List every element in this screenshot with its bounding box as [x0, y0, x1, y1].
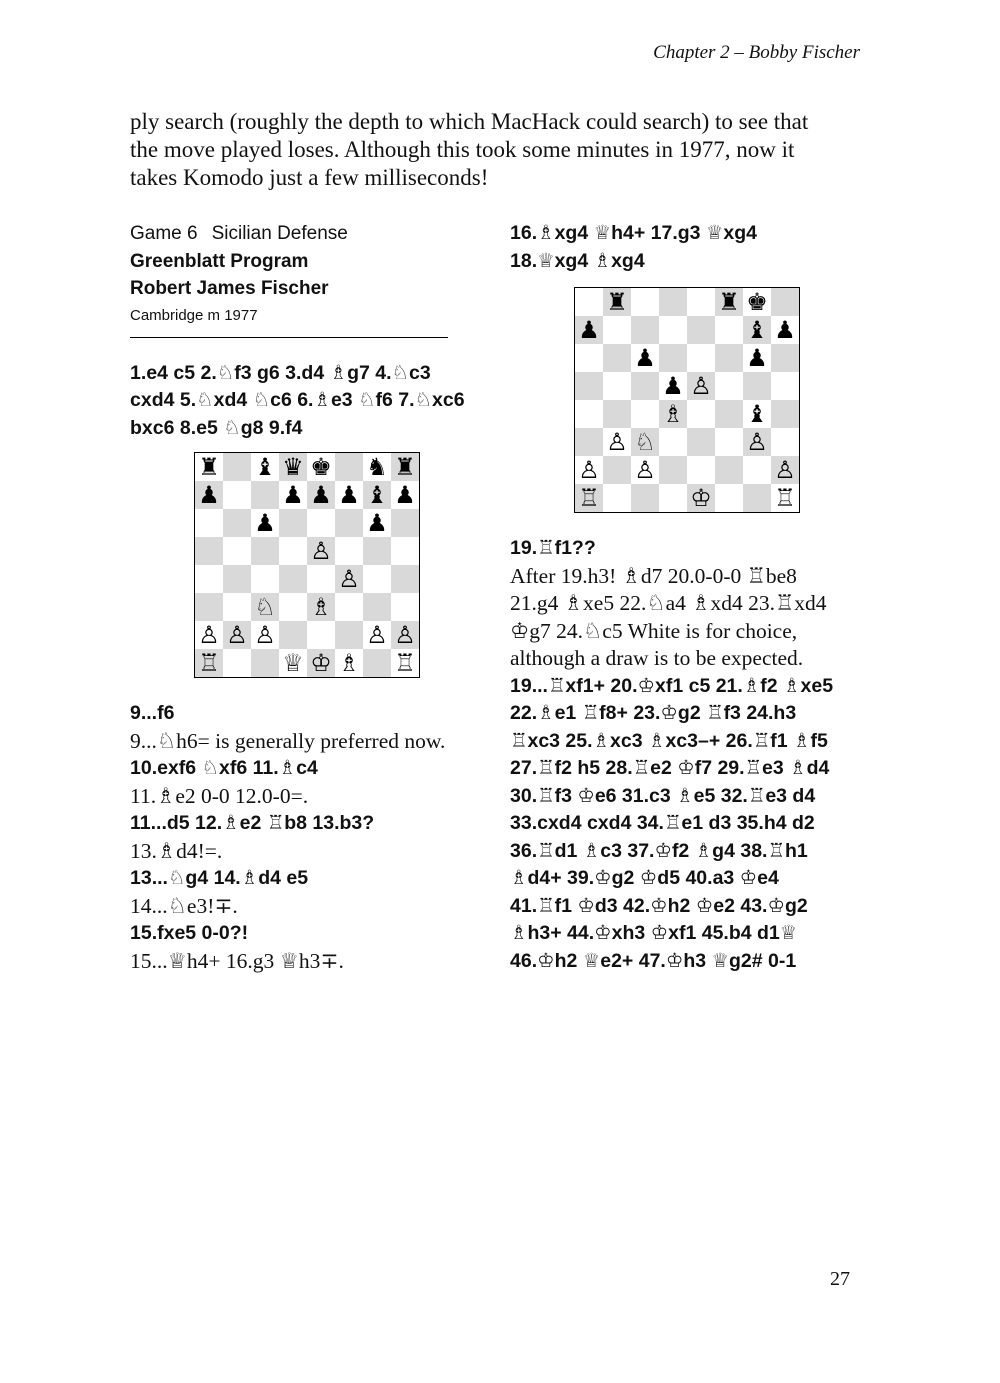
board-square: [771, 400, 799, 428]
move-line: 19.♖f1??: [510, 537, 596, 559]
comment-line: 21.g4 ♗xe5 22.♘a4 ♗xd4 23.♖xd4: [510, 591, 827, 615]
board-square: ♙: [391, 621, 419, 649]
chess-diagram-1: [194, 452, 420, 678]
board-square: ♖: [195, 649, 223, 677]
board-square: [687, 428, 715, 456]
board-square: [391, 565, 419, 593]
black-player: Robert James Fischer: [130, 278, 329, 299]
board-square: ♖: [391, 649, 419, 677]
board-square: [603, 400, 631, 428]
board-square: [575, 372, 603, 400]
board-square: [195, 593, 223, 621]
board-square: [279, 565, 307, 593]
board-square: ♟: [743, 344, 771, 372]
board-square: [771, 344, 799, 372]
board-square: ♘: [631, 428, 659, 456]
board-square: ♗: [335, 649, 363, 677]
board-square: ♙: [335, 565, 363, 593]
board-square: [335, 593, 363, 621]
board-square: [223, 593, 251, 621]
board-square: ♙: [363, 621, 391, 649]
board-square: [391, 593, 419, 621]
board-square: [195, 509, 223, 537]
board-square: ♗: [659, 400, 687, 428]
comment-line: 15...♕h4+ 16.g3 ♕h3∓.: [130, 948, 344, 973]
board-square: [279, 537, 307, 565]
move-line: 41.♖f1 ♔d3 42.♔h2 ♔e2 43.♔g2: [510, 894, 808, 917]
comment-line: ♔g7 24.♘c5 White is for choice,: [510, 618, 798, 643]
board-square: ♙: [631, 456, 659, 484]
board-square: [391, 509, 419, 537]
board-square: ♙: [771, 456, 799, 484]
board-square: [575, 288, 603, 316]
board-square: ♟: [195, 481, 223, 509]
comment-line: 14...♘e3!∓.: [130, 893, 238, 918]
move-line: 30.♖f3 ♔e6 31.c3 ♗e5 32.♖e3 d4: [510, 784, 816, 807]
board-square: ♗: [307, 593, 335, 621]
board-square: [771, 428, 799, 456]
board-square: [335, 453, 363, 481]
intro-line: the move played loses. Although this took some minutes in 1977, now it: [130, 137, 795, 162]
board-square: [363, 537, 391, 565]
board-square: [251, 649, 279, 677]
board-square: ♟: [771, 316, 799, 344]
move-line: ♗h3+ 44.♔xh3 ♔xf1 45.b4 d1♕: [510, 922, 798, 944]
board-square: [743, 456, 771, 484]
left-annotations: [130, 700, 490, 975]
board-square: [687, 456, 715, 484]
board-square: [195, 565, 223, 593]
board-square: ♟: [279, 481, 307, 509]
board-square: ♚: [743, 288, 771, 316]
board-square: [715, 372, 743, 400]
comment-line: although a draw is to be expected.: [510, 646, 804, 670]
board-square: ♜: [715, 288, 743, 316]
board-square: ♝: [251, 453, 279, 481]
move-line: 9...f6: [130, 702, 175, 724]
board-square: [195, 537, 223, 565]
board-square: [771, 288, 799, 316]
board-square: ♙: [251, 621, 279, 649]
board-square: [223, 453, 251, 481]
board-square: [743, 372, 771, 400]
board-square: [223, 481, 251, 509]
game-header-line: [130, 220, 490, 248]
move-line: 1.e4 c5 2.♘f3 g6 3.d4 ♗g7 4.♘c3: [130, 361, 431, 384]
board-square: [687, 400, 715, 428]
board-square: ♚: [307, 453, 335, 481]
board-square: [251, 537, 279, 565]
board-square: [223, 509, 251, 537]
board-square: [631, 484, 659, 512]
comment-line: 9...♘h6= is generally preferred now.: [130, 728, 446, 753]
move-line: 13...♘g4 14.♗d4 e5: [130, 867, 309, 889]
board-square: [631, 372, 659, 400]
board-square: ♖: [771, 484, 799, 512]
board-square: [659, 288, 687, 316]
board-square: ♝: [743, 316, 771, 344]
board-square: [687, 288, 715, 316]
board-square: [659, 316, 687, 344]
move-line: 10.exf6 ♘xf6 11.♗c4: [130, 757, 318, 779]
board-square: [335, 621, 363, 649]
move-line: 22.♗e1 ♖f8+ 23.♔g2 ♖f3 24.h3: [510, 702, 797, 724]
board-square: [631, 400, 659, 428]
board-square: [603, 372, 631, 400]
board-square: ♘: [251, 593, 279, 621]
move-line: 16.♗xg4 ♕h4+ 17.g3 ♕xg4: [510, 222, 758, 244]
move-line: 15.fxe5 0-0?!: [130, 922, 249, 944]
board-square: [631, 316, 659, 344]
board-square: ♝: [363, 481, 391, 509]
right-annotations: [510, 535, 870, 975]
chess-diagram-2: [574, 287, 800, 513]
board-square: [603, 344, 631, 372]
board-square: [631, 288, 659, 316]
board-square: [223, 537, 251, 565]
board-square: ♟: [659, 372, 687, 400]
move-line: 46.♔h2 ♕e2+ 47.♔h3 ♕g2# 0-1: [510, 949, 797, 972]
board-square: [659, 484, 687, 512]
intro-paragraph: [130, 108, 870, 192]
board-square: [251, 481, 279, 509]
board-square: [279, 509, 307, 537]
left-column: [130, 220, 490, 975]
board-square: [335, 509, 363, 537]
header-divider: [130, 337, 448, 338]
board-square: [715, 484, 743, 512]
board-square: [659, 428, 687, 456]
board-square: [715, 456, 743, 484]
board-square: ♜: [603, 288, 631, 316]
page-number: 27: [830, 1268, 850, 1290]
board-square: ♙: [307, 537, 335, 565]
comment-line: 13.♗d4!=.: [130, 838, 223, 863]
board-square: [251, 565, 279, 593]
board-square: [743, 484, 771, 512]
board-square: [575, 428, 603, 456]
board-square: [363, 593, 391, 621]
board-square: ♔: [307, 649, 335, 677]
board-square: [687, 316, 715, 344]
intro-line: takes Komodo just a few milliseconds!: [130, 165, 489, 190]
board-square: ♟: [363, 509, 391, 537]
board-square: [715, 344, 743, 372]
board-square: [223, 649, 251, 677]
game-number: Game 6: [130, 223, 198, 244]
intro-line: ply search (roughly the depth to which MacHack could search) to see that: [130, 109, 809, 134]
board-square: ♖: [575, 484, 603, 512]
running-head: Chapter 2 – Bobby Fischer: [653, 42, 860, 63]
board-square: [307, 509, 335, 537]
board-square: ♜: [195, 453, 223, 481]
board-square: ♝: [743, 400, 771, 428]
move-line: 36.♖d1 ♗c3 37.♔f2 ♗g4 38.♖h1: [510, 839, 808, 862]
move-line: 27.♖f2 h5 28.♖e2 ♔f7 29.♖e3 ♗d4: [510, 757, 830, 779]
board-square: [575, 400, 603, 428]
right-column: [510, 220, 870, 975]
board-square: ♟: [391, 481, 419, 509]
board-square: [279, 593, 307, 621]
board-square: ♟: [631, 344, 659, 372]
board-square: [715, 428, 743, 456]
board-square: [335, 537, 363, 565]
comment-line: 11.♗e2 0-0 12.0-0=.: [130, 783, 309, 808]
board-square: ♟: [335, 481, 363, 509]
board-square: [307, 565, 335, 593]
white-player: Greenblatt Program: [130, 250, 309, 272]
move-line: ♗d4+ 39.♔g2 ♔d5 40.a3 ♔e4: [510, 867, 779, 889]
move-line: cxd4 5.♘xd4 ♘c6 6.♗e3 ♘f6 7.♘xc6: [130, 389, 465, 411]
board-square: ♞: [363, 453, 391, 481]
game-venue: Cambridge m 1977: [130, 306, 258, 324]
board-square: ♙: [743, 428, 771, 456]
board-square: [687, 344, 715, 372]
opening-name: Sicilian Defense: [211, 223, 348, 244]
board-square: [391, 537, 419, 565]
board-square: [715, 400, 743, 428]
board-square: ♙: [603, 428, 631, 456]
move-line: 19...♖xf1+ 20.♔xf1 c5 21.♗f2 ♗xe5: [510, 674, 834, 697]
board-square: ♟: [307, 481, 335, 509]
board-square: ♙: [195, 621, 223, 649]
board-square: ♙: [687, 372, 715, 400]
board-square: [771, 372, 799, 400]
board-square: [659, 456, 687, 484]
board-square: [715, 316, 743, 344]
board-square: ♙: [223, 621, 251, 649]
board-square: [603, 456, 631, 484]
move-line: bxc6 8.e5 ♘g8 9.f4: [130, 416, 303, 439]
move-line: 11...d5 12.♗e2 ♖b8 13.b3?: [130, 812, 375, 834]
board-square: [363, 649, 391, 677]
board-square: ♔: [687, 484, 715, 512]
board-square: [603, 484, 631, 512]
board-square: [575, 344, 603, 372]
board-square: ♙: [575, 456, 603, 484]
board-square: [279, 621, 307, 649]
move-line: ♖xc3 25.♗xc3 ♗xc3–+ 26.♖f1 ♗f5: [510, 729, 828, 752]
move-line: 18.♕xg4 ♗xg4: [510, 249, 645, 272]
board-square: [603, 316, 631, 344]
board-square: ♛: [279, 453, 307, 481]
board-square: ♕: [279, 649, 307, 677]
board-square: [307, 621, 335, 649]
board-square: ♜: [391, 453, 419, 481]
comment-line: After 19.h3! ♗d7 20.0-0-0 ♖be8: [510, 563, 797, 588]
board-square: [223, 565, 251, 593]
move-line: 33.cxd4 cxd4 34.♖e1 d3 35.h4 d2: [510, 812, 815, 834]
board-square: ♟: [575, 316, 603, 344]
board-square: [363, 565, 391, 593]
board-square: [659, 344, 687, 372]
board-square: ♟: [251, 509, 279, 537]
